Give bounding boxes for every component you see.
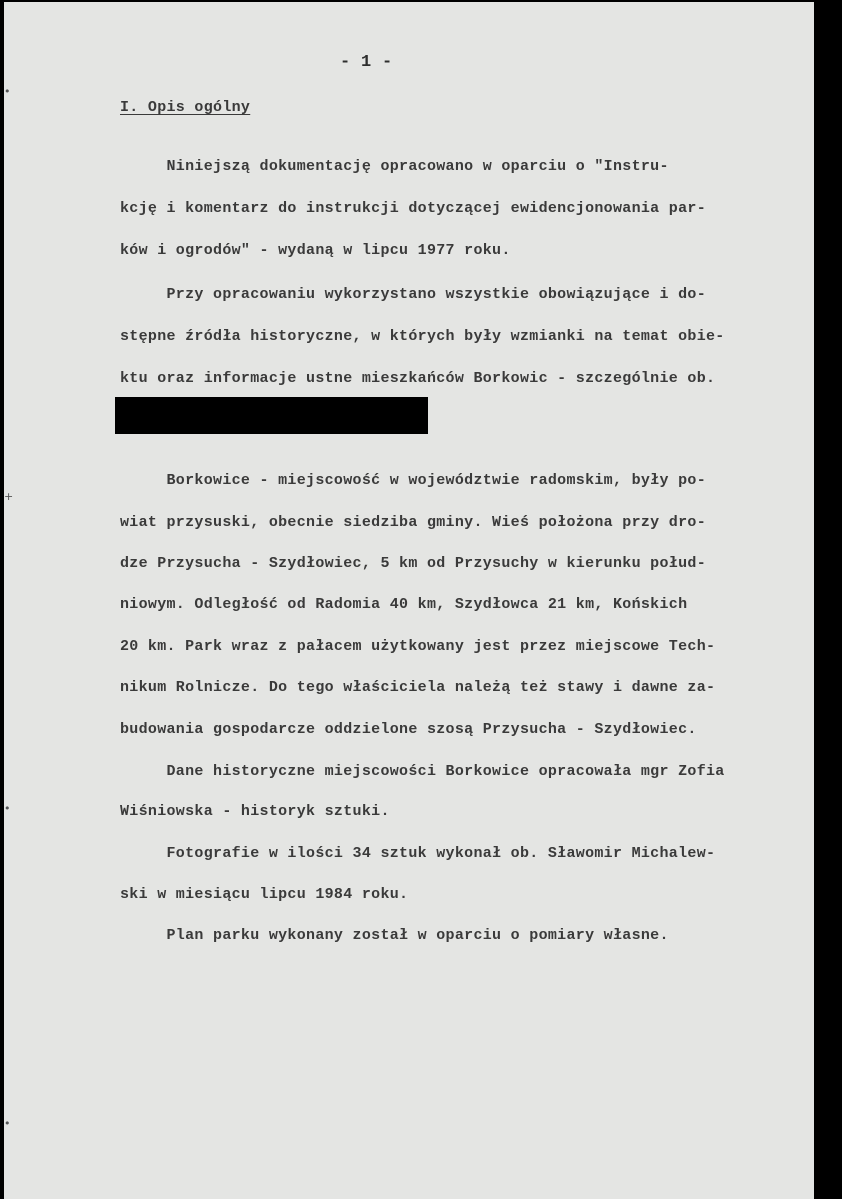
text-line: 20 km. Park wraz z pałacem użytkowany jest przez miejscowe Tech-	[120, 638, 716, 655]
text-line: Przy opracowaniu wykorzystano wszystkie obowiązujące i do-	[120, 286, 706, 303]
text-line: stępne źródła historyczne, w których były wzmianki na temat obie-	[120, 328, 725, 345]
text-line: budowania gospodarcze oddzielone szosą Przysucha - Szydłowiec.	[120, 721, 697, 738]
text-line: Niniejszą dokumentację opracowano w oparciu o "Instru-	[120, 158, 669, 175]
text-line: kcję i komentarz do instrukcji dotyczącej ewidencjonowania par-	[120, 200, 706, 217]
text-line: Fotografie w ilości 34 sztuk wykonał ob. Sławomir Michalew-	[120, 845, 716, 862]
text-line: ski w miesiącu lipcu 1984 roku.	[120, 886, 409, 903]
document-page	[4, 2, 814, 1199]
text-line: Wiśniowska - historyk sztuki.	[120, 803, 390, 820]
text-line: dze Przysucha - Szydłowiec, 5 km od Przysuchy w kierunku połud-	[120, 555, 706, 572]
section-heading: I. Opis ogólny	[120, 99, 251, 116]
text-line: nikum Rolnicze. Do tego właściciela należą też stawy i dawne za-	[120, 679, 716, 696]
text-line: wiat przysuski, obecnie siedziba gminy. Wieś położona przy dro-	[120, 514, 706, 531]
text-line: Plan parku wykonany został w oparciu o pomiary własne.	[120, 927, 669, 944]
text-line: ktu oraz informacje ustne mieszkańców Borkowic - szczególnie ob.	[120, 370, 716, 387]
text-line: ków i ogrodów" - wydaną w lipcu 1977 roku.	[120, 242, 511, 259]
punch-hole-mark: •	[4, 802, 11, 815]
redaction-block	[115, 397, 428, 434]
punch-hole-mark: •	[4, 85, 11, 98]
page-number: - 1 -	[340, 53, 393, 72]
text-line: Borkowice - miejscowość w województwie radomskim, były po-	[120, 472, 706, 489]
punch-hole-mark: •	[4, 1117, 11, 1130]
text-line: niowym. Odległość od Radomia 40 km, Szydłowca 21 km, Końskich	[120, 596, 688, 613]
punch-hole-mark: +	[4, 490, 14, 503]
text-line: Dane historyczne miejscowości Borkowice opracowała mgr Zofia	[120, 763, 725, 780]
